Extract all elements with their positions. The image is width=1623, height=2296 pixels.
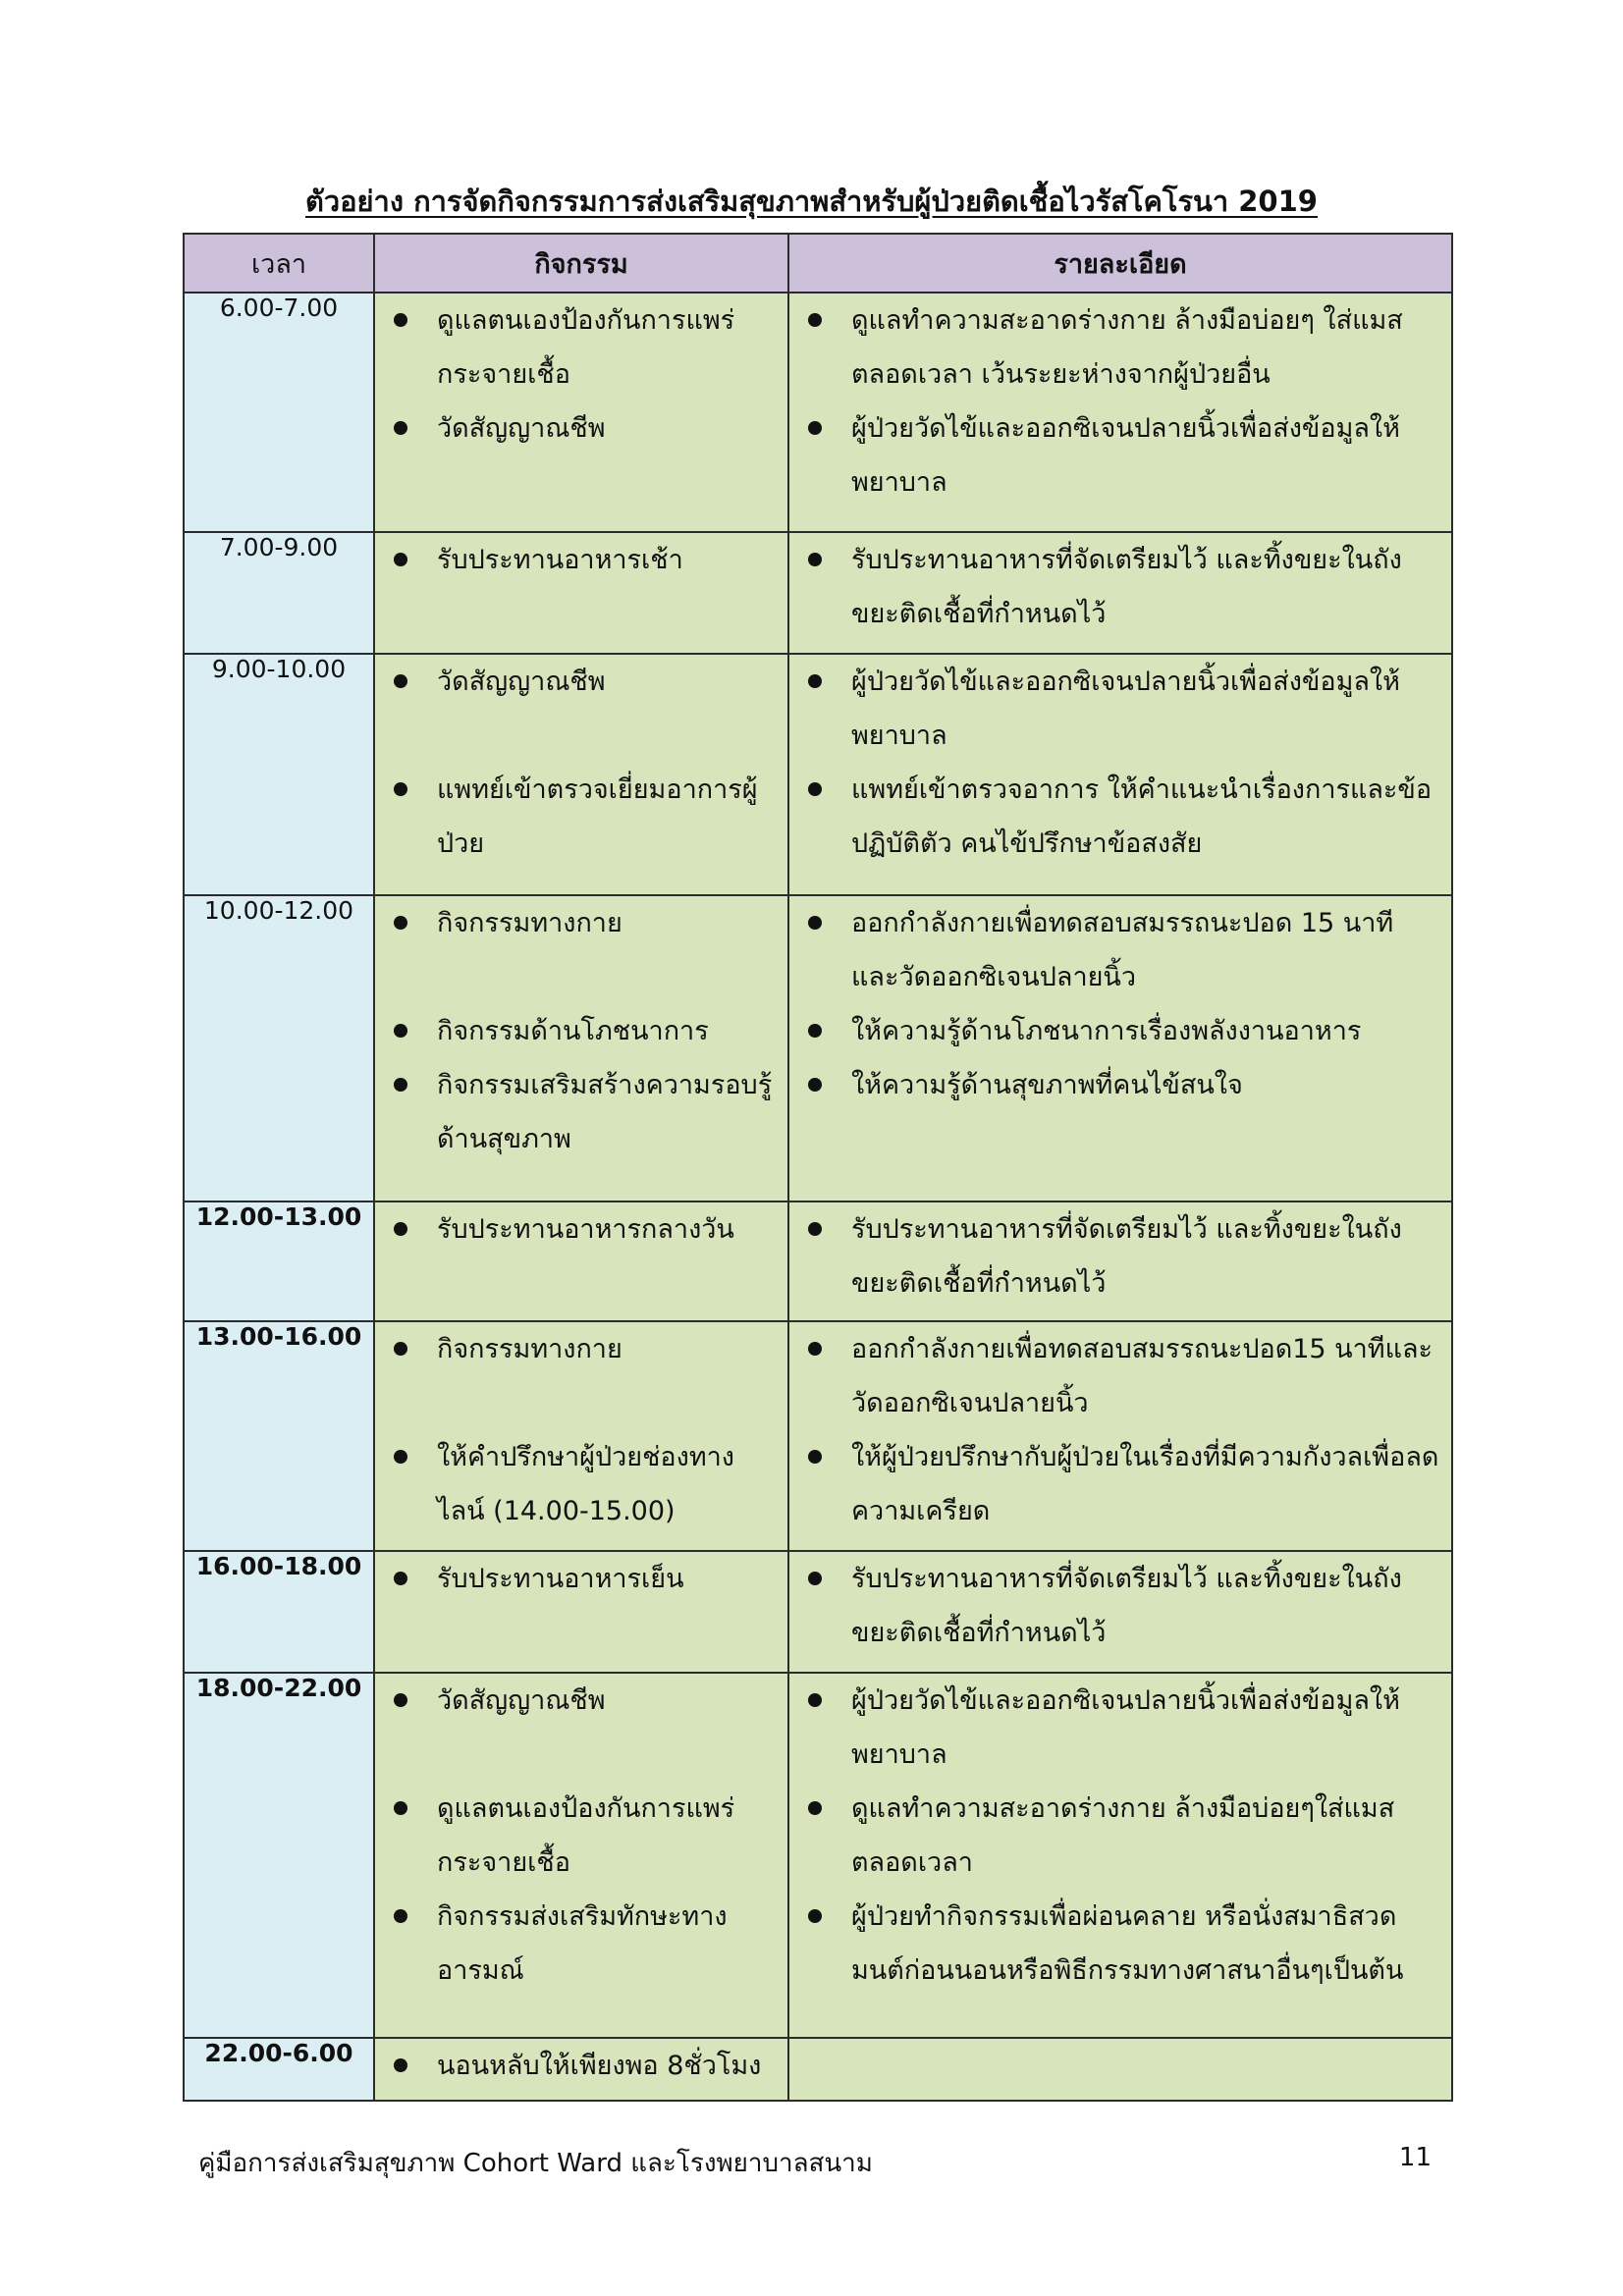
table-row [184, 1321, 1452, 1551]
activity-item: ให้คำปรึกษาผู้ป่วยช่องทางไลน์ (14.00-15.00) [375, 1430, 787, 1538]
detail-cell [788, 1201, 1452, 1321]
detail-cell [788, 654, 1452, 895]
time-cell: 13.00-16.00 [184, 1321, 374, 1551]
header-detail: รายละเอียด [788, 234, 1452, 293]
time-cell: 6.00-7.00 [184, 293, 374, 532]
detail-item: ผู้ป่วยทำกิจกรรมเพื่อผ่อนคลาย หรือนั่งสมาธิสวดมนต์ก่อนนอนหรือพิธีกรรมทางศาสนาอื่นๆเป็นต้น [789, 1890, 1451, 1998]
activity-item: วัดสัญญาณชีพ [375, 1674, 787, 1728]
activity-item: รับประทานอาหารเย็น [375, 1552, 787, 1606]
activity-item: กิจกรรมเสริมสร้างความรอบรู้ด้านสุขภาพ [375, 1058, 787, 1166]
detail-item: แพทย์เข้าตรวจอาการ ให้คำแนะนำเรื่องการและข้อปฏิบัติตัว คนไข้ปรึกษาข้อสงสัย [789, 763, 1451, 871]
detail-item: ให้ผู้ป่วยปรึกษากับผู้ป่วยในเรื่องที่มีความกังวลเพื่อลดความเครียด [789, 1430, 1451, 1538]
time-cell: 18.00-22.00 [184, 1673, 374, 2038]
detail-item: รับประทานอาหารที่จัดเตรียมไว้ และทิ้งขยะในถังขยะติดเชื้อที่กำหนดไว้ [789, 533, 1451, 641]
activity-item: รับประทานอาหารกลางวัน [375, 1202, 787, 1256]
activity-item: กิจกรรมด้านโภชนาการ [375, 1004, 787, 1058]
time-cell: 16.00-18.00 [184, 1551, 374, 1673]
time-cell: 22.00-6.00 [184, 2038, 374, 2101]
activity-item: นอนหลับให้เพียงพอ 8ชั่วโมง [375, 2039, 787, 2093]
table-row [184, 895, 1452, 1201]
detail-item: ผู้ป่วยวัดไข้และออกซิเจนปลายนิ้วเพื่อส่งข้อมูลให้พยาบาล [789, 655, 1451, 763]
activity-item: กิจกรรมทางกาย [375, 896, 787, 950]
activity-cell [374, 2038, 788, 2101]
activity-item: ดูแลตนเองป้องกันการแพร่กระจายเชื้อ [375, 1782, 787, 1890]
detail-cell [788, 1321, 1452, 1551]
activity-cell [374, 654, 788, 895]
header-activity: กิจกรรม [374, 234, 788, 293]
header-time: เวลา [184, 234, 374, 293]
table-row [184, 293, 1452, 532]
detail-item: ดูแลทำความสะอาดร่างกาย ล้างมือบ่อยๆ ใส่แมสตลอดเวลา เว้นระยะห่างจากผู้ป่วยอื่น [789, 294, 1451, 401]
detail-item: ให้ความรู้ด้านโภชนาการเรื่องพลังงานอาหาร [789, 1004, 1451, 1058]
activity-item: กิจกรรมส่งเสริมทักษะทางอารมณ์ [375, 1890, 787, 1998]
page-number: 11 [1398, 2143, 1432, 2172]
detail-item: ออกกำลังกายเพื่อทดสอบสมรรถนะปอด 15 นาทีและวัดออกซิเจนปลายนิ้ว [789, 896, 1451, 1004]
detail-cell [788, 895, 1452, 1201]
activity-cell [374, 1321, 788, 1551]
activity-item: วัดสัญญาณชีพ [375, 401, 787, 455]
detail-item: รับประทานอาหารที่จัดเตรียมไว้ และทิ้งขยะในถังขยะติดเชื้อที่กำหนดไว้ [789, 1202, 1451, 1310]
activity-item: แพทย์เข้าตรวจเยี่ยมอาการผู้ป่วย [375, 763, 787, 871]
activity-item: รับประทานอาหารเช้า [375, 533, 787, 587]
activity-item: วัดสัญญาณชีพ [375, 655, 787, 709]
time-cell: 9.00-10.00 [184, 654, 374, 895]
table-row [184, 532, 1452, 654]
activity-cell [374, 293, 788, 532]
footer-text: คู่มือการส่งเสริมสุขภาพ Cohort Ward และโรงพยาบาลสนาม [198, 2149, 873, 2178]
activity-cell [374, 1673, 788, 2038]
detail-item: ผู้ป่วยวัดไข้และออกซิเจนปลายนิ้วเพื่อส่งข้อมูลให้พยาบาล [789, 1674, 1451, 1782]
detail-item: ให้ความรู้ด้านสุขภาพที่คนไข้สนใจ [789, 1058, 1451, 1112]
table-row [184, 2038, 1452, 2101]
activity-cell [374, 532, 788, 654]
detail-cell [788, 293, 1452, 532]
time-cell: 12.00-13.00 [184, 1201, 374, 1321]
table-row [184, 1551, 1452, 1673]
detail-cell [788, 2038, 1452, 2101]
activity-cell [374, 1551, 788, 1673]
detail-item: รับประทานอาหารที่จัดเตรียมไว้ และทิ้งขยะในถังขยะติดเชื้อที่กำหนดไว้ [789, 1552, 1451, 1660]
detail-cell [788, 1673, 1452, 2038]
activity-cell [374, 895, 788, 1201]
table-row [184, 1673, 1452, 2038]
time-cell: 7.00-9.00 [184, 532, 374, 654]
page-title: ตัวอย่าง การจัดกิจกรรมการส่งเสริมสุขภาพสำหรับผู้ป่วยติดเชื้อไวรัสโคโรนา 2019 [305, 185, 1318, 218]
detail-cell [788, 532, 1452, 654]
activity-item: กิจกรรมทางกาย [375, 1322, 787, 1376]
table-row [184, 1201, 1452, 1321]
detail-item: ดูแลทำความสะอาดร่างกาย ล้างมือบ่อยๆใส่แมสตลอดเวลา [789, 1782, 1451, 1890]
table-row [184, 654, 1452, 895]
schedule-table [183, 233, 1453, 2102]
activity-cell [374, 1201, 788, 1321]
activity-item: ดูแลตนเองป้องกันการแพร่กระจายเชื้อ [375, 294, 787, 401]
table-header-row [184, 234, 1452, 293]
detail-item: ผู้ป่วยวัดไข้และออกซิเจนปลายนิ้วเพื่อส่งข้อมูลให้พยาบาล [789, 401, 1451, 509]
time-cell: 10.00-12.00 [184, 895, 374, 1201]
detail-cell [788, 1551, 1452, 1673]
detail-item: ออกกำลังกายเพื่อทดสอบสมรรถนะปอด15 นาทีและวัดออกซิเจนปลายนิ้ว [789, 1322, 1451, 1430]
